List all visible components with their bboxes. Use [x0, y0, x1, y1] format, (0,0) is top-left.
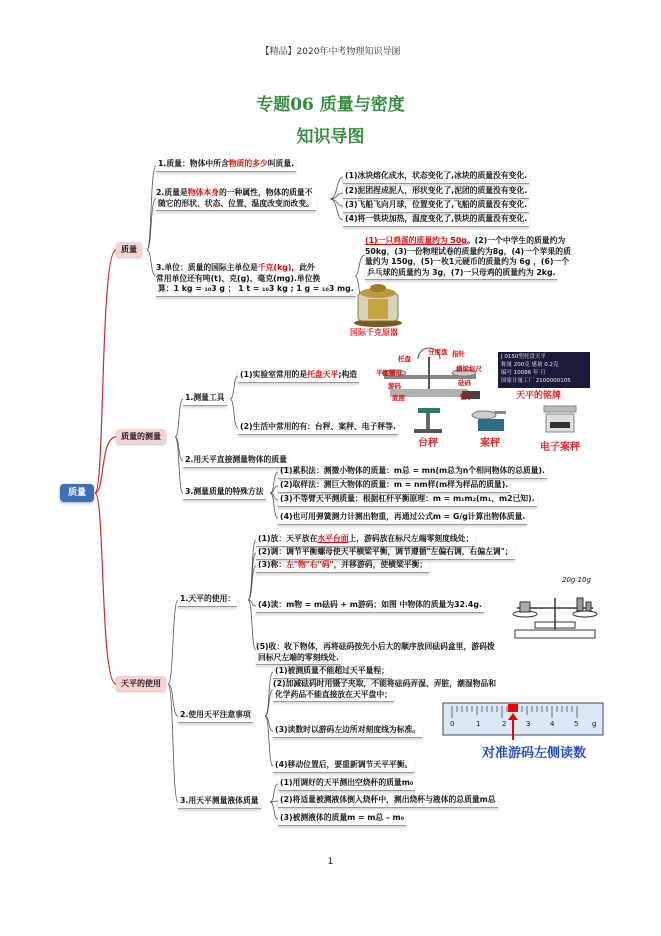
part-tweezers: 镊子: [460, 393, 473, 401]
root-node: 质量: [60, 484, 94, 502]
part-beam-scale: 横梁标尺: [456, 365, 482, 373]
ruler-caption: 对准游码左侧读数: [482, 746, 587, 761]
special-method-2: (2)取样法：测巨大物体的质量：m = nm样(m样为样品的质量).: [278, 480, 510, 493]
step-store: (5)收：收下物体，再将砝码按先小后大的顺序放回砝码盒里，游码拨 回标尺左端的零刻线处.: [256, 642, 495, 665]
measure-special: 3.测量质量的特殊方法: [183, 487, 266, 500]
mass-unit: 3.单位：质量的国际主单位是千克(kg)，此外 常用单位还有吨(t)、克(g)、毫克(mg).单位换 算：1 kg = ₁₀3 g ； 1 t = ₁₀3 kg ; 1 g = ₁₀3 mg.: [156, 263, 356, 297]
part-balance-nut: 平衡螺母: [376, 369, 402, 377]
step-read: (4)读：m物 = m砝码 + m游码；如图 中物体的质量为32.4g.: [256, 600, 484, 613]
balance-liquid: 3.用天平测量液体质量: [178, 796, 261, 809]
part-base: 底座: [392, 394, 405, 402]
measure-tools: 1.测量工具: [183, 393, 227, 406]
note-4: (4)移动位置后，要重新调节天平平衡。: [273, 760, 414, 773]
liquid-step-2: (2)将适量被测液体倒入烧杯中，测出烧杯与液体的总质量m总: [278, 795, 498, 808]
balance-reading-image: [505, 584, 605, 640]
step-put: (1)放：天平放在水平台面上，游码放在标尺左端零刻度线处；: [256, 534, 475, 547]
page-title: 专题06 质量与密度: [256, 95, 405, 115]
balance-nameplate: J 0150型托盘天平 称量 200克 感量 0.2克 编号 10086 年 月 国家计量工厂 2100000105: [498, 352, 590, 388]
balance-use: 1.天平的使用：: [178, 594, 237, 607]
part-rider: 游码: [388, 382, 401, 390]
category-mass: 质量: [116, 242, 142, 257]
page-header: 【精品】2020年中考物理知识导图: [260, 47, 401, 57]
nameplate-caption: 天平的铭牌: [516, 391, 562, 401]
page-subtitle: 知识导图: [296, 127, 365, 147]
measure-direct: 2.用天平直接测量物体的质量: [183, 455, 289, 468]
special-method-1: (1)累积法：测微小物体的质量：m总 = mn(m总为n个相同物体的总质量).: [278, 466, 547, 479]
note-2: (2)加减砝码时用镊子夹取，不能将砝码弄湿、弄脏，潮湿物品和 化学药品不能直接放在天平盘中；: [273, 679, 496, 702]
caption-electronic-scale: 电子案秤: [540, 442, 580, 453]
category-measure: 质量的测量: [116, 429, 166, 444]
step-weigh: (3)称：左"物"右"码"，并移游码，使横梁平衡；: [256, 560, 429, 573]
special-method-3: (3)不等臂天平测质量：根据杠杆平衡原理：m = m₁m₂(m₁、m2已知).: [278, 494, 537, 507]
counter-scale-image: [470, 405, 510, 435]
mass-example-2: (2)泥团捏成泥人，形状变化了,泥团的质量没有变化.: [343, 186, 529, 199]
caption-counter-scale: 案秤: [480, 438, 500, 449]
mass-example-1: (1)冰块熔化成水，状态变化了,冰块的质量没有变化.: [343, 171, 529, 184]
platform-scale-image: [410, 405, 446, 435]
mass-property: 2.质量是物体本身的一种属性，物体的质量不 随它的形状、状态、位置、温度改变而改变。: [156, 188, 316, 211]
kilogram-prototype-image: [352, 283, 404, 327]
mass-estimates: (1)一只鸡蛋的质量约为 50g。(2)一个中学生的质量约为 50kg，(3)一份物理试卷的质量约为8g，(4)一个苹果的质 量约为 150g，(5)一枚1元硬币的质量约为 6g ，(6)一个 乒乓球的质量约为 3g，(7)一只母鸡的质量约为 2kg.: [365, 236, 571, 280]
mass-definition: 1.质量：物体中所含物质的多少叫质量.: [156, 159, 296, 172]
step-adjust: (2)调：调节平衡螺母使天平横梁平衡，调节遵循"左偏右调，右偏左调"；: [256, 547, 515, 560]
part-weights: 砝码: [458, 379, 471, 387]
electronic-scale-image: [540, 402, 580, 436]
balance-notes: 2.使用天平注意事项: [178, 710, 253, 723]
note-1: (1)被测质量不能超过天平量程；: [273, 666, 391, 679]
special-method-4: (4)也可用弹簧测力计测出物重，再通过公式m = G/g计算出物体质量.: [278, 512, 527, 525]
part-pointer: 指针: [452, 350, 465, 358]
measure-lab-balance: (1)实验室常用的是托盘天平;构造: [238, 370, 359, 383]
measure-life-scales: (2)生活中常用的有：台秤、案秤、电子秤等.: [238, 422, 398, 435]
liquid-step-1: (1)用调好的天平测出空烧杯的质量m₀: [278, 778, 415, 791]
kilogram-prototype-caption: 国际千克原器: [350, 328, 398, 337]
mass-example-3: (3)飞船飞向月球，位置变化了,飞船的质量没有变化.: [343, 200, 529, 213]
caption-platform-scale: 台秤: [418, 438, 438, 449]
part-dial: 分度盘: [428, 348, 448, 356]
mass-example-4: (4)将一铁块加热，温度变化了,铁块的质量没有变化.: [343, 214, 529, 227]
weights-label: 20g 10g: [562, 576, 591, 584]
ruler-arrow: [505, 712, 525, 742]
page-number: 1: [327, 857, 334, 867]
liquid-step-3: (3)被测液体的质量m = m总 – m₀: [278, 813, 406, 826]
category-balance-use: 天平的使用: [116, 676, 166, 691]
note-3: (3)读数时以游码左边所对刻度线为标准。: [273, 725, 422, 738]
part-tray: 托盘: [398, 355, 411, 363]
